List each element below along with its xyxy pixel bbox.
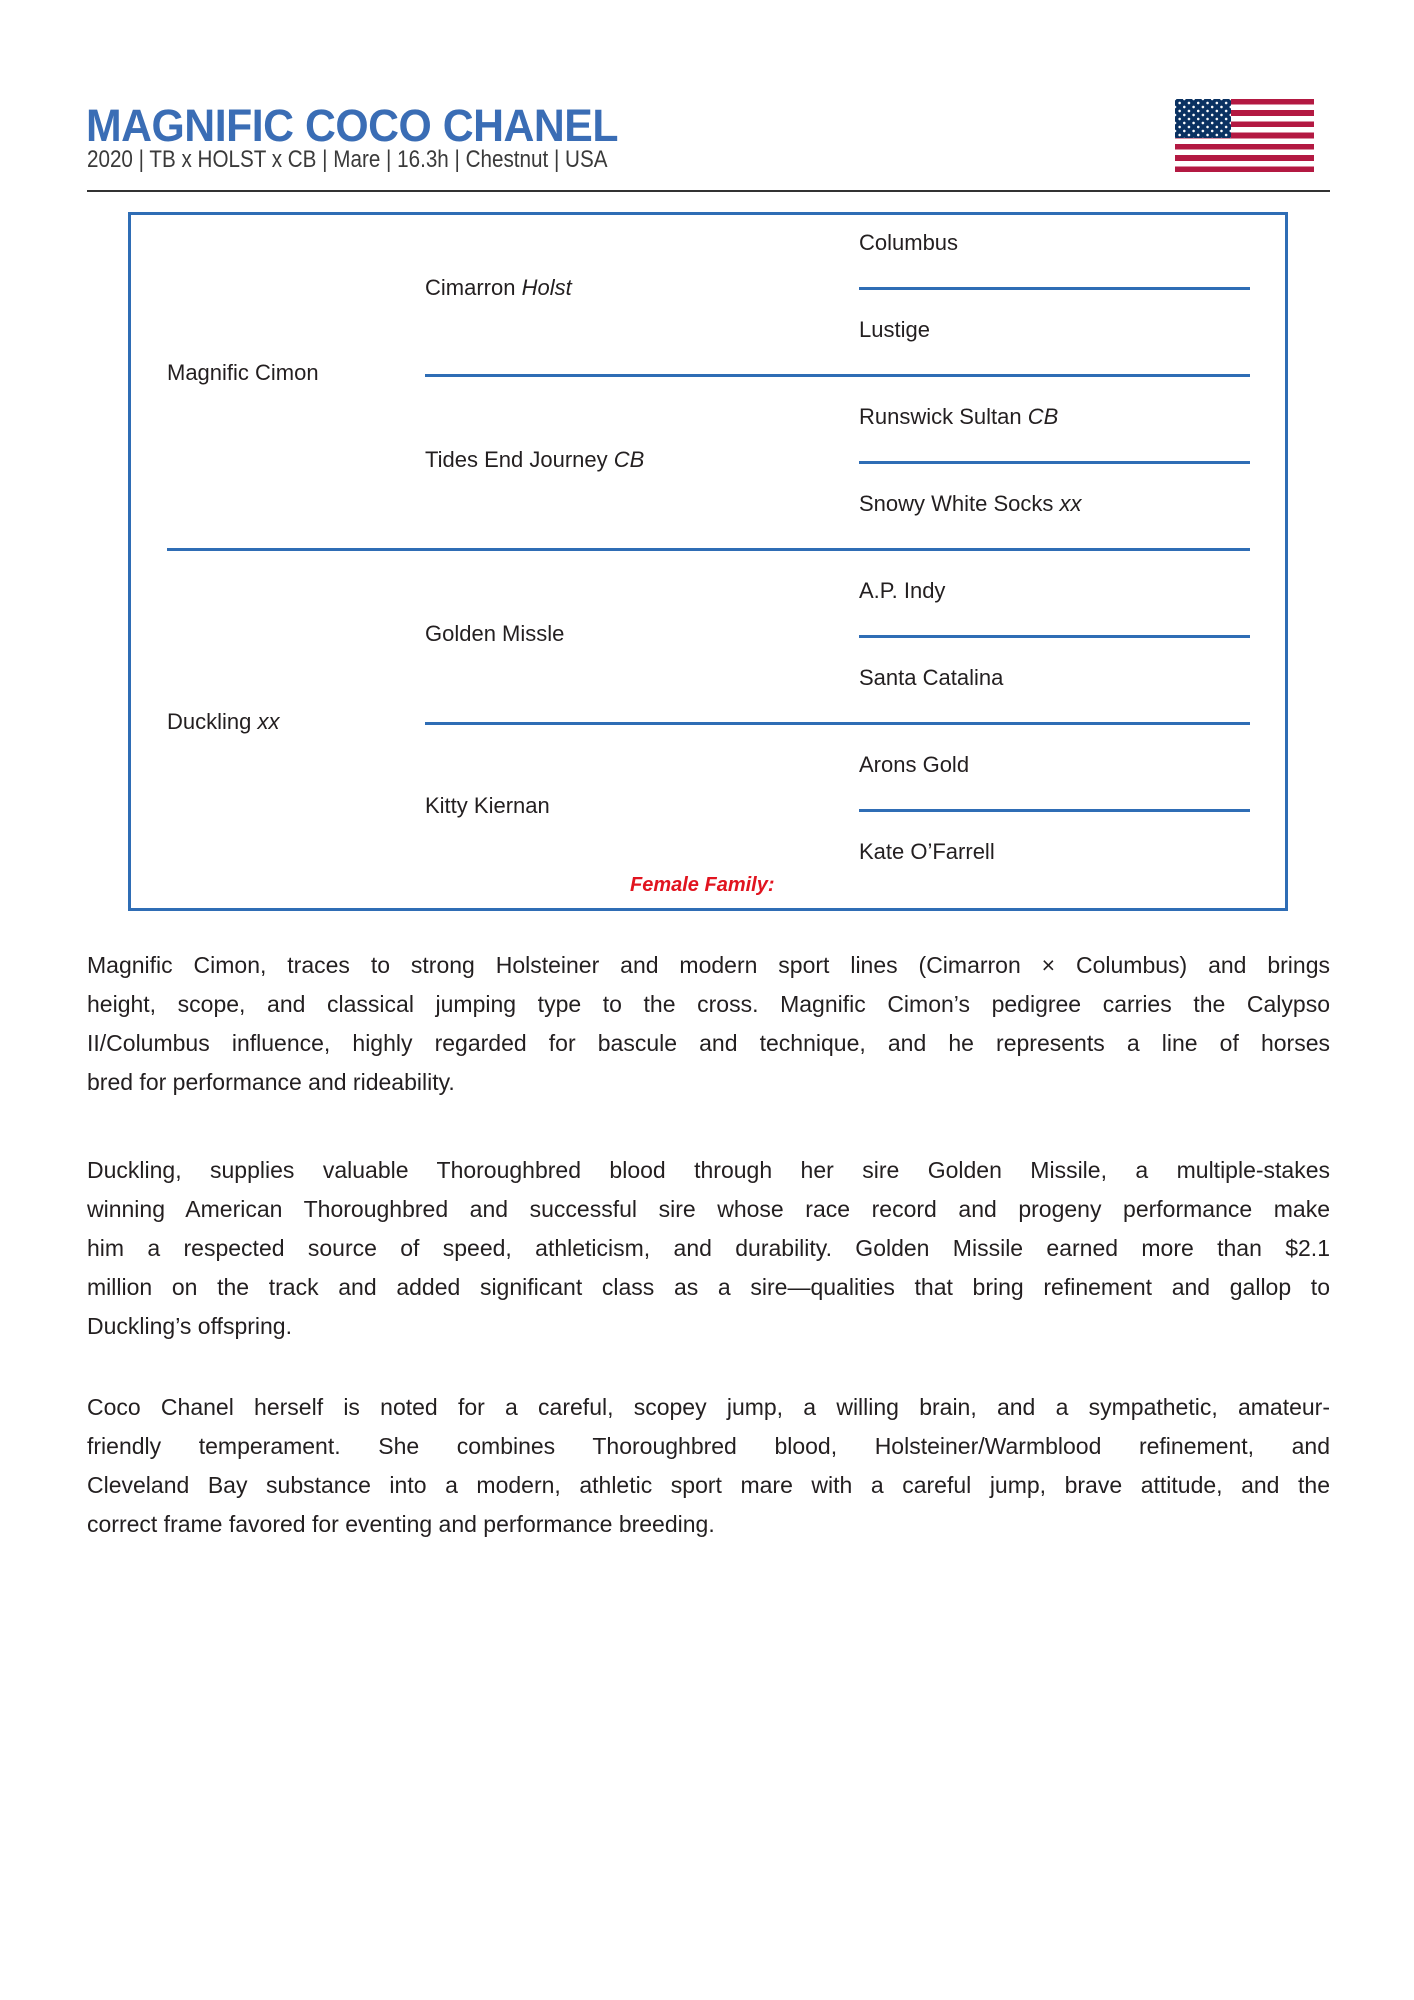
pedigree-divider xyxy=(167,548,1250,551)
pedigree-name: Columbus xyxy=(859,230,959,255)
text-line-content: II/Columbus influence, highly regarded for bascule and technique, and he represents a line of horses xyxy=(87,1030,1330,1056)
pedigree-name: Arons Gold xyxy=(859,752,970,777)
pedigree-great-grandparent xyxy=(859,404,1058,430)
pedigree-name: Kate O’Farrell xyxy=(859,839,995,864)
pedigree-great-grandparent xyxy=(859,578,945,604)
text-line-content: him a respected source of speed, athleticism, and durability. Golden Missile earned more than $2.1 xyxy=(87,1235,1330,1261)
breed-suffix: xx xyxy=(1059,491,1082,516)
text-line xyxy=(87,946,1330,985)
text-line-content: Coco Chanel herself is noted for a careful, scopey jump, a willing brain, and a sympathetic, amateur- xyxy=(87,1394,1330,1420)
text-line-content: Duckling, supplies valuable Thoroughbred blood through her sire Golden Missile, a multiple-stakes xyxy=(87,1157,1330,1183)
text-line-content: correct frame favored for eventing and performance breeding. xyxy=(87,1511,715,1537)
pedigree-chart xyxy=(128,212,1288,911)
breed-suffix: Holst xyxy=(521,275,572,300)
pedigree-divider xyxy=(859,461,1250,464)
text-line-content: Magnific Cimon, traces to strong Holsteiner and modern sport lines (Cimarron × Columbus) and brings xyxy=(87,952,1330,978)
pedigree-dam-sire xyxy=(425,621,564,647)
pedigree-great-grandparent xyxy=(859,752,969,778)
pedigree-name: Santa Catalina xyxy=(859,665,1004,690)
pedigree-name: Kitty Kiernan xyxy=(425,793,550,818)
pedigree-great-grandparent xyxy=(859,230,958,256)
pedigree-name: Golden Missle xyxy=(425,621,565,646)
pedigree-name: A.P. Indy xyxy=(859,578,946,603)
pedigree-divider xyxy=(859,635,1250,638)
text-line xyxy=(87,1151,1330,1190)
description-paragraph-mare xyxy=(87,1388,1330,1544)
pedigree-sire-sire xyxy=(425,275,572,301)
pedigree-great-grandparent xyxy=(859,665,1003,691)
pedigree-sire-dam xyxy=(425,447,644,473)
pedigree-great-grandparent xyxy=(859,317,930,343)
text-line-content: million on the track and added significant class as a sire—qualities that bring refinement and gallop to xyxy=(87,1274,1330,1300)
pedigree-name: Tides End Journey xyxy=(425,447,608,472)
pedigree-name: Lustige xyxy=(859,317,930,342)
pedigree-name: Cimarron xyxy=(425,275,516,300)
pedigree-sire xyxy=(167,360,319,386)
pedigree-divider xyxy=(425,722,1250,725)
text-line xyxy=(87,1024,1330,1063)
text-line-content: winning American Thoroughbred and successful sire whose race record and progeny performance make xyxy=(87,1196,1330,1222)
pedigree-great-grandparent xyxy=(859,839,995,865)
pedigree-divider xyxy=(859,287,1250,290)
pedigree-name: Snowy White Socks xyxy=(859,491,1054,516)
description-paragraph-dam xyxy=(87,1151,1330,1346)
text-line xyxy=(87,1466,1330,1505)
text-line xyxy=(87,1268,1330,1307)
text-line xyxy=(87,985,1330,1024)
text-line-content: Cleveland Bay substance into a modern, athletic sport mare with a careful jump, brave attitude, and the xyxy=(87,1472,1330,1498)
pedigree-dam-dam xyxy=(425,793,550,819)
pedigree-divider xyxy=(859,809,1250,812)
text-line xyxy=(87,1505,1330,1544)
text-line xyxy=(87,1427,1330,1466)
female-family-label: Female Family: xyxy=(630,874,775,896)
pedigree-name: Duckling xyxy=(167,709,252,734)
pedigree-name: Magnific Cimon xyxy=(167,360,319,385)
pedigree-name: Runswick Sultan xyxy=(859,404,1022,429)
text-line-content: bred for performance and rideability. xyxy=(87,1069,455,1095)
pedigree-great-grandparent xyxy=(859,491,1082,517)
page-title: MAGNIFIC COCO CHANEL xyxy=(86,100,618,151)
flag-canton xyxy=(1175,99,1231,138)
text-line xyxy=(87,1063,1330,1102)
text-line-content: friendly temperament. She combines Thoroughbred blood, Holsteiner/Warmblood refinement, and xyxy=(87,1433,1330,1459)
breed-suffix: CB xyxy=(613,447,645,472)
us-flag-icon xyxy=(1175,99,1314,172)
header-divider xyxy=(87,190,1330,192)
text-line xyxy=(87,1190,1330,1229)
text-line-content: height, scope, and classical jumping type to the cross. Magnific Cimon’s pedigree carries the Calypso xyxy=(87,991,1330,1017)
horse-details-subtitle: 2020 | TB x HOLST x CB | Mare | 16.3h | Chestnut | USA xyxy=(87,146,608,173)
breed-suffix: xx xyxy=(257,709,280,734)
text-line xyxy=(87,1388,1330,1427)
text-line-content: Duckling’s offspring. xyxy=(87,1313,292,1339)
text-line xyxy=(87,1307,1330,1346)
description-paragraph-sire xyxy=(87,946,1330,1102)
text-line xyxy=(87,1229,1330,1268)
breed-suffix: CB xyxy=(1027,404,1059,429)
pedigree-dam xyxy=(167,709,280,735)
pedigree-divider xyxy=(425,374,1250,377)
